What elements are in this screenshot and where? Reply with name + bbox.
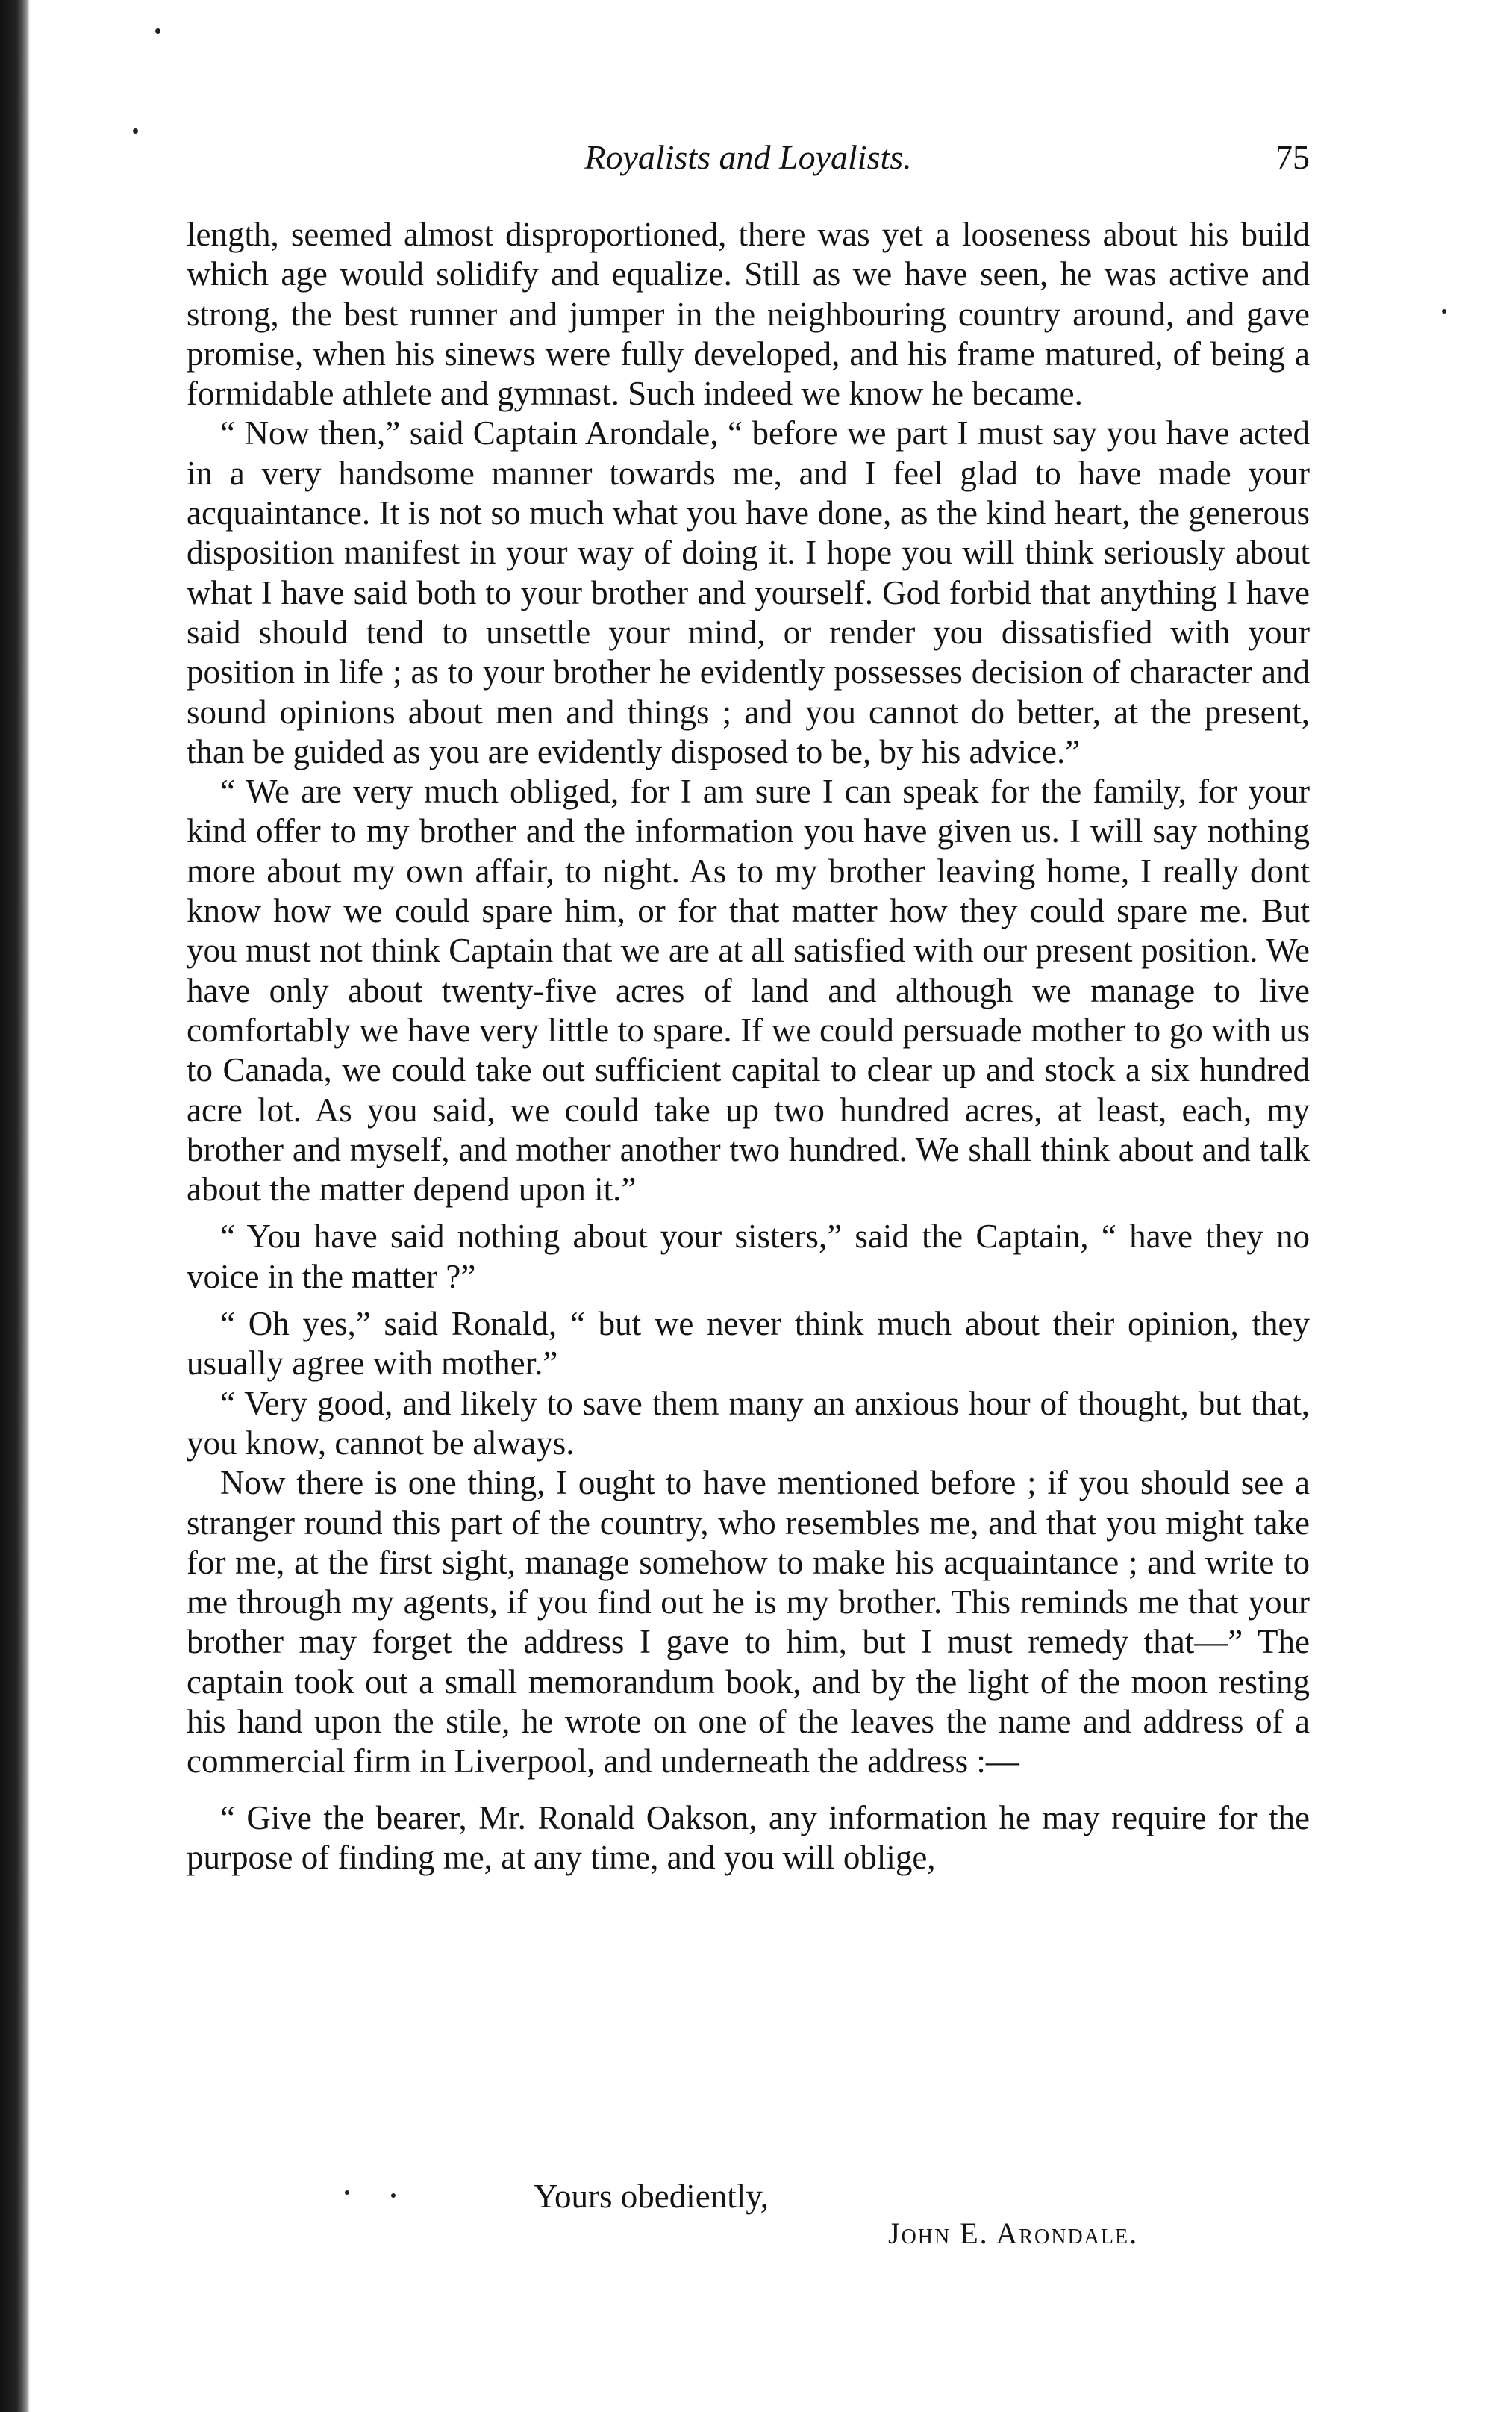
letter-paragraph: “ Give the bearer, Mr. Ronald Oakson, any information he may require for the purpose of finding me, at any time, and you will oblige, [187,1798,1310,1876]
paragraph: length, seemed almost disproportioned, there was yet a looseness about his build which age would solidify and equalize. Still as we have seen, he was active and strong, the best runner and jumper in the neighbouring country around, and gave promise, when his sinews were fully developed, and his frame matured, of being a formidable athlete and gymnast. Such indeed we know he became. [187,216,1310,413]
paragraph: “ Now then,” said Captain Arondale, “ before we part I must say you have acted in a very handsome manner towards me, and I feel glad to have made your acquaintance. It is not so much what you have done, as the kind heart, the generous disposition manifest in your way of doing it. I hope you will think seriously about what I have said both to your brother and yourself. God forbid that anything I have said should tend to unsettle your mind, or render you dissatisfied with your position in life ; as to your brother he evidently possesses decision of character and sound opinions about men and things ; and you cannot do better, at the present, than be guided as you are evidently disposed to be, by his advice.” [187,414,1310,770]
running-title: Royalists and Loyalists. [584,138,912,176]
paragraph: “ Oh yes,” said Ronald, “ but we never think much about their opinion, they usually agree with mother.” [187,1305,1310,1383]
paragraph: “ Very good, and likely to save them many an anxious hour of thought, but that, you know, cannot be always. [187,1384,1310,1462]
paragraph: Now there is one thing, I ought to have mentioned before ; if you should see a stranger round this part of the country, who resembles me, and that you might take for me, at the first sight, manage somehow to make his acquaintance ; and write to me through my agents, if you find out he is my brother. This reminds me that your brother may forget the address I gave to him, but I must remedy that—” The captain took out a small memorandum book, and by the light of the moon resting his hand upon the stile, he wrote on one of the leaves the name and address of a commercial firm in Liverpool, and underneath the address :— [187,1464,1310,1780]
paragraph: “ We are very much obliged, for I am sure I can speak for the family, for your kind offer to my brother and the information you have given us. I will say nothing more about my own affair, to night. As to my brother leaving home, I really dont know how we could spare him, or for that matter how they could spare me. But you must not think Captain that we are at all satisfied with our present position. We have only about twenty-five acres of land and although we manage to live comfortably we have very little to spare. If we could persuade mother to go with us to Canada, we could take out sufficient capital to clear up and stock a six hundred acre lot. As you said, we could take up two hundred acres, at least, each, my brother and myself, and mother another two hundred. We shall think about and talk about the matter depend upon it.” [187,773,1310,1209]
ink-speck [1442,309,1446,314]
letter-signature: John E. Arondale. [888,2216,1139,2250]
page-header [187,133,1310,185]
ink-speck [391,2193,396,2198]
ink-speck [345,2190,349,2195]
ink-speck [133,128,138,134]
body-text [187,215,1310,1877]
paragraph: “ You have said nothing about your sisters,” said the Captain, “ have they no voice in the matter ?” [187,1218,1310,1295]
letter-closing: Yours obediently, [534,2178,769,2215]
page-binding-edge [0,0,30,2412]
page-number: 75 [1275,138,1310,176]
ink-speck [155,28,160,34]
